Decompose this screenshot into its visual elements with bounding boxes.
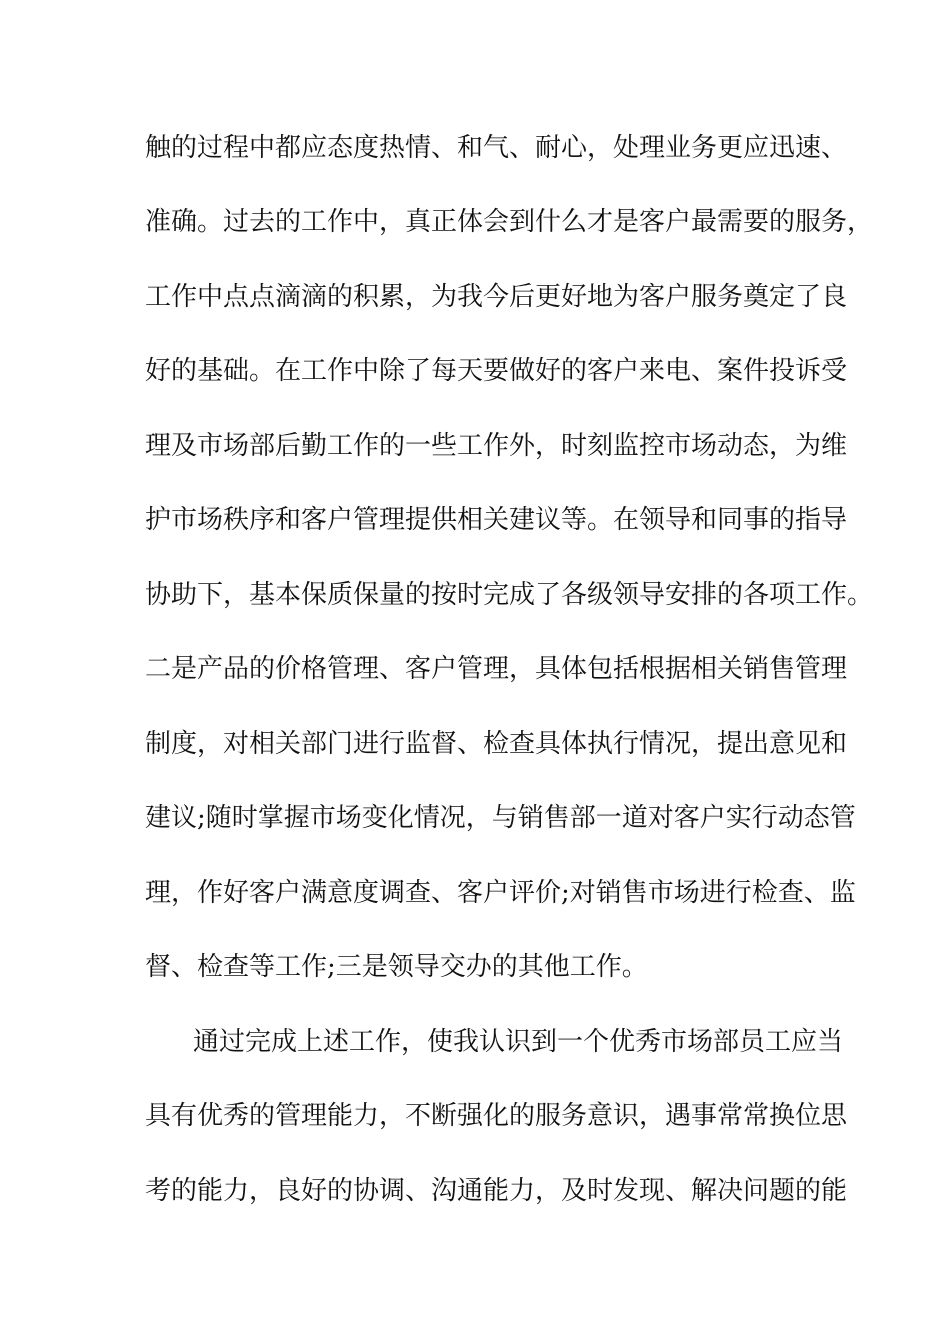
text-line: 理，作好客户满意度调查、客户评价;对销售市场进行检查、监 — [145, 878, 856, 908]
text-line: 制度，对相关部门进行监督、检查具体执行情况，提出意见和 — [145, 729, 848, 759]
text-line: 督、检查等工作;三是领导交办的其他工作。 — [145, 952, 648, 982]
text-line: 二是产品的价格管理、客户管理，具体包括根据相关销售管理 — [145, 654, 848, 684]
text-line: 准确。过去的工作中，真正体会到什么才是客户最需要的服务， — [145, 207, 874, 237]
text-line: 工作中点点滴滴的积累，为我今后更好地为客户服务奠定了良 — [145, 282, 848, 312]
text-line: 理及市场部后勤工作的一些工作外，时刻监控市场动态，为维 — [145, 431, 848, 461]
text-line: 触的过程中都应态度热情、和气、耐心，处理业务更应迅速、 — [145, 133, 848, 163]
text-line: 建议;随时掌握市场变化情况，与销售部一道对客户实行动态管 — [145, 803, 856, 833]
text-line: 协助下，基本保质保量的按时完成了各级领导安排的各项工作。 — [145, 580, 874, 610]
text-line: 具有优秀的管理能力，不断强化的服务意识，遇事常常换位思 — [145, 1101, 848, 1131]
text-line: 好的基础。在工作中除了每天要做好的客户来电、案件投诉受 — [145, 356, 848, 386]
text-line: 护市场秩序和客户管理提供相关建议等。在领导和同事的指导 — [145, 505, 848, 535]
paragraph-first-line: 通过完成上述工作，使我认识到一个优秀市场部员工应当 — [193, 1027, 844, 1057]
text-line: 考的能力，良好的协调、沟通能力，及时发现、解决问题的能 — [145, 1176, 848, 1206]
